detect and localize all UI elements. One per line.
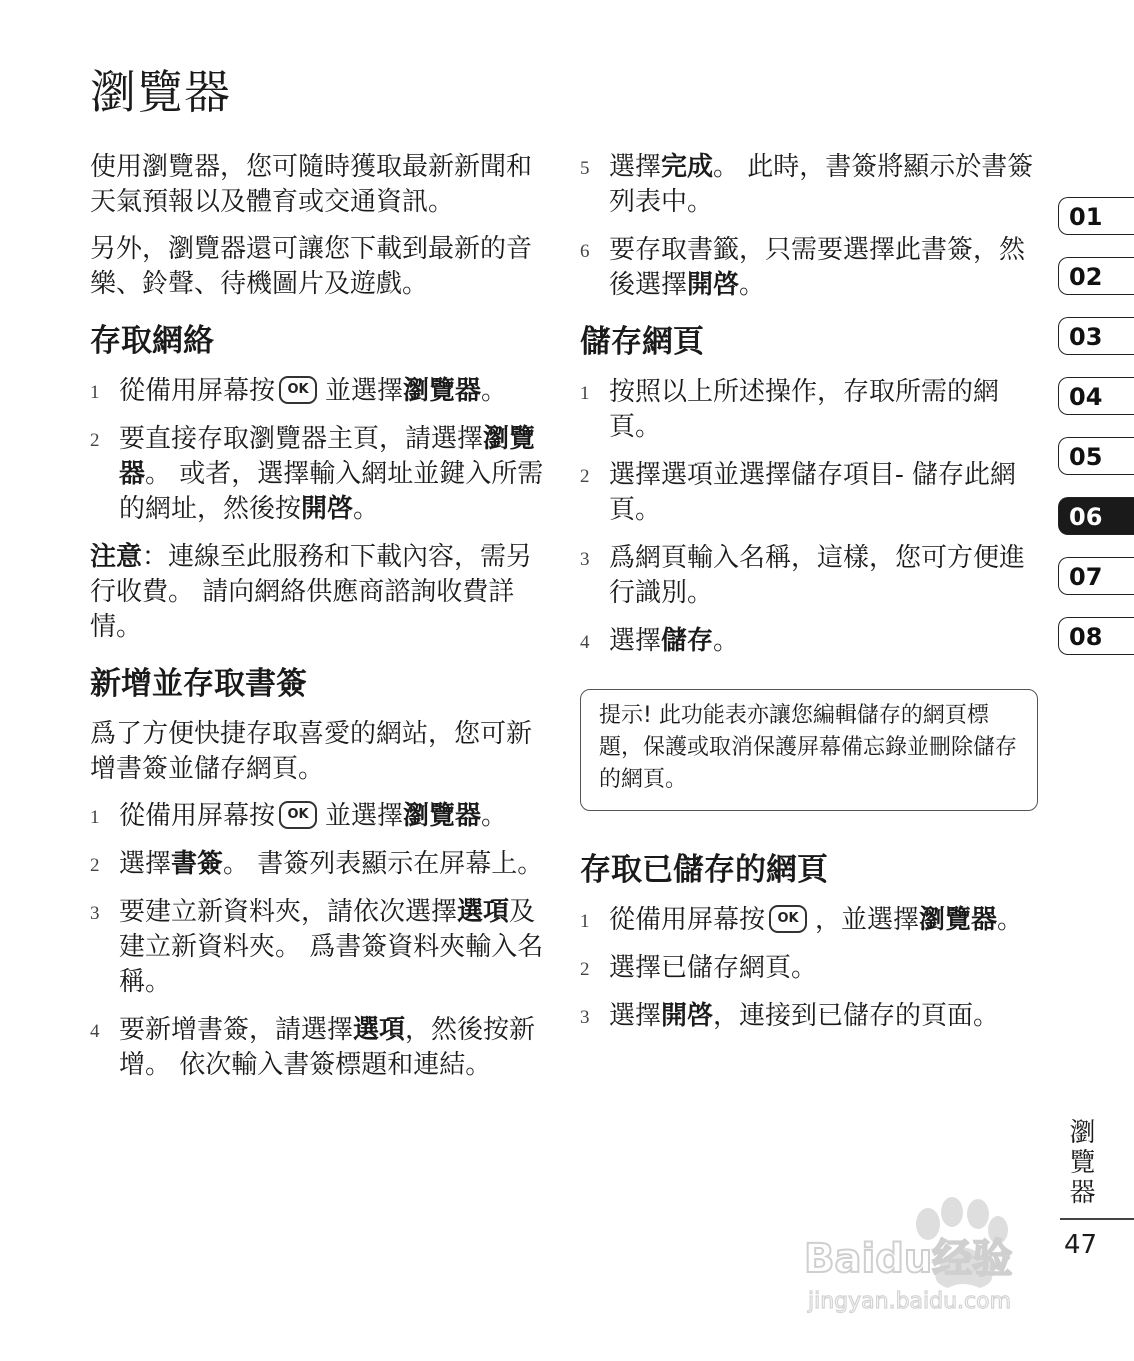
step-text: 要新增書簽，請選擇 <box>119 1015 354 1045</box>
list-item <box>580 541 1040 611</box>
step-text: 。 <box>713 626 740 656</box>
step-text: ，並選擇 <box>815 905 920 935</box>
bookmark-steps <box>90 799 550 1083</box>
step-text: 及建立新資料夾。 爲書簽資料夾輸入名稱。 <box>119 897 544 997</box>
step-number: 4 <box>90 1021 100 1042</box>
step-bold: 瀏覽器 <box>119 424 536 489</box>
list-item <box>580 458 1040 528</box>
list-item <box>580 903 1040 938</box>
tab-08[interactable]: 08 <box>1058 617 1134 655</box>
step-text: 並選擇 <box>325 801 404 831</box>
baidu-watermark-logo <box>800 1190 1070 1320</box>
page-number-divider <box>1060 1218 1134 1220</box>
list-item <box>580 624 1040 659</box>
step-number: 1 <box>580 383 590 404</box>
step-bold: 儲存 <box>661 626 714 656</box>
side-chapter-label: 瀏覽器 <box>1065 1118 1095 1208</box>
list-item <box>90 374 550 409</box>
step-text: 從備用屏幕按 <box>119 376 276 406</box>
step-bold: 完成 <box>661 152 714 182</box>
step-number: 3 <box>580 1007 590 1028</box>
step-text: 從備用屏幕按 <box>119 801 276 831</box>
list-item <box>90 799 550 834</box>
step-text: 選擇 <box>609 152 662 182</box>
step-number: 1 <box>90 382 100 403</box>
step-number: 6 <box>580 241 590 262</box>
step-number: 2 <box>580 959 590 980</box>
tip-box: 提示! 此功能表亦讓您編輯儲存的網頁標題，保護或取消保護屏幕備忘錄並刪除儲存的網頁。 <box>580 689 1038 811</box>
step-text: ，連接到已儲存的頁面。 <box>713 1001 1000 1031</box>
step-number: 2 <box>580 466 590 487</box>
step-number: 2 <box>90 430 100 451</box>
step-number: 1 <box>90 807 100 828</box>
ok-key-icon: OK <box>279 376 317 404</box>
right-column <box>580 150 1040 1047</box>
list-item <box>90 1013 550 1083</box>
step-bold: 瀏覽器 <box>403 376 482 406</box>
step-text: 。 書簽列表顯示在屏幕上。 <box>223 849 544 879</box>
notice-label: 注意 <box>90 542 143 572</box>
list-item <box>580 999 1040 1034</box>
list-item <box>90 422 550 527</box>
section-heading-save: 儲存網頁 <box>580 324 704 360</box>
step-text: 爲網頁輸入名稱，這樣，您可方便進行識別。 <box>609 543 1026 608</box>
tab-01[interactable]: 01 <box>1058 197 1134 235</box>
step-text: 選擇已儲存網頁。 <box>609 953 818 983</box>
tab-03[interactable]: 03 <box>1058 317 1134 355</box>
step-text: 選擇 <box>609 1001 662 1031</box>
ok-key-icon: OK <box>769 905 807 933</box>
step-number: 5 <box>580 158 590 179</box>
tab-06[interactable]: 06 <box>1058 497 1134 535</box>
save-steps <box>580 375 1040 659</box>
step-bold: 瀏覽器 <box>919 905 998 935</box>
intro-paragraph-2: 另外，瀏覽器還可讓您下載到最新的音樂、鈴聲、待機圖片及遊戲。 <box>90 234 533 299</box>
step-text: 。 <box>739 270 766 300</box>
watermark-url: jingyan.baidu.com <box>808 1289 1012 1314</box>
page-number: 47 <box>1064 1230 1098 1260</box>
section-heading-bookmark: 新增並存取書簽 <box>90 666 307 702</box>
notice-text: ：連線至此服務和下載內容，需另行收費。 請向網絡供應商諮詢收費詳情。 <box>90 542 533 642</box>
list-item <box>580 375 1040 445</box>
access-steps <box>90 374 550 527</box>
section-heading-access: 存取網絡 <box>90 323 214 359</box>
step-bold: 選項 <box>457 897 510 927</box>
tab-05[interactable]: 05 <box>1058 437 1134 475</box>
list-item <box>90 847 550 882</box>
tab-04[interactable]: 04 <box>1058 377 1134 415</box>
step-bold: 瀏覽器 <box>403 801 482 831</box>
ok-key-icon: OK <box>279 801 317 829</box>
left-column <box>90 150 550 1096</box>
step-text: 要存取書籤，只需要選擇此書簽，然後選擇 <box>609 235 1026 300</box>
page-title: 瀏覽器 <box>90 65 231 119</box>
step-bold: 開啓 <box>687 270 740 300</box>
bookmark-intro: 爲了方便快捷存取喜愛的網站，您可新增書簽並儲存網頁。 <box>90 719 533 784</box>
step-bold: 開啓 <box>301 494 354 524</box>
step-number: 3 <box>580 549 590 570</box>
step-text: 。 或者，選擇輸入網址並鍵入所需的網址，然後按 <box>119 459 544 524</box>
list-item <box>90 895 550 1000</box>
step-text: 。 <box>481 801 508 831</box>
step-text: 從備用屏幕按 <box>609 905 766 935</box>
bookmark-steps-continued <box>580 150 1040 303</box>
step-text: 選擇選項並選擇儲存項目- 儲存此網頁。 <box>609 460 1017 525</box>
saved-pages-steps <box>580 903 1040 1034</box>
step-text: 。 此時，書簽將顯示於書簽列表中。 <box>609 152 1034 217</box>
step-text: 選擇 <box>119 849 172 879</box>
chapter-tabs <box>1058 197 1134 677</box>
step-text: 並選擇 <box>325 376 404 406</box>
step-text: 。 <box>997 905 1024 935</box>
step-text: 選擇 <box>609 626 662 656</box>
watermark-logo-text: Baidu经验 <box>804 1236 1013 1282</box>
list-item <box>580 951 1040 986</box>
step-text: 。 <box>481 376 508 406</box>
step-number: 2 <box>90 855 100 876</box>
notice-paragraph <box>90 540 550 645</box>
intro-paragraph-1: 使用瀏覽器，您可隨時獲取最新新聞和天氣預報以及體育或交通資訊。 <box>90 152 533 217</box>
step-text: ，然後按新增。 依次輸入書簽標題和連結。 <box>119 1015 536 1080</box>
list-item <box>580 150 1040 220</box>
tab-07[interactable]: 07 <box>1058 557 1134 595</box>
step-number: 1 <box>580 911 590 932</box>
step-number: 3 <box>90 903 100 924</box>
step-text: 要直接存取瀏覽器主頁，請選擇 <box>119 424 484 454</box>
step-text: 要建立新資料夾，請依次選擇 <box>119 897 458 927</box>
tab-02[interactable]: 02 <box>1058 257 1134 295</box>
step-bold: 開啓 <box>661 1001 714 1031</box>
list-item <box>580 233 1040 303</box>
step-bold: 書簽 <box>171 849 224 879</box>
step-number: 4 <box>580 632 590 653</box>
step-text: 。 <box>353 494 380 524</box>
step-bold: 選項 <box>353 1015 406 1045</box>
step-text: 按照以上所述操作，存取所需的網頁。 <box>609 377 1000 442</box>
section-heading-saved-pages: 存取已儲存的網頁 <box>580 852 828 888</box>
